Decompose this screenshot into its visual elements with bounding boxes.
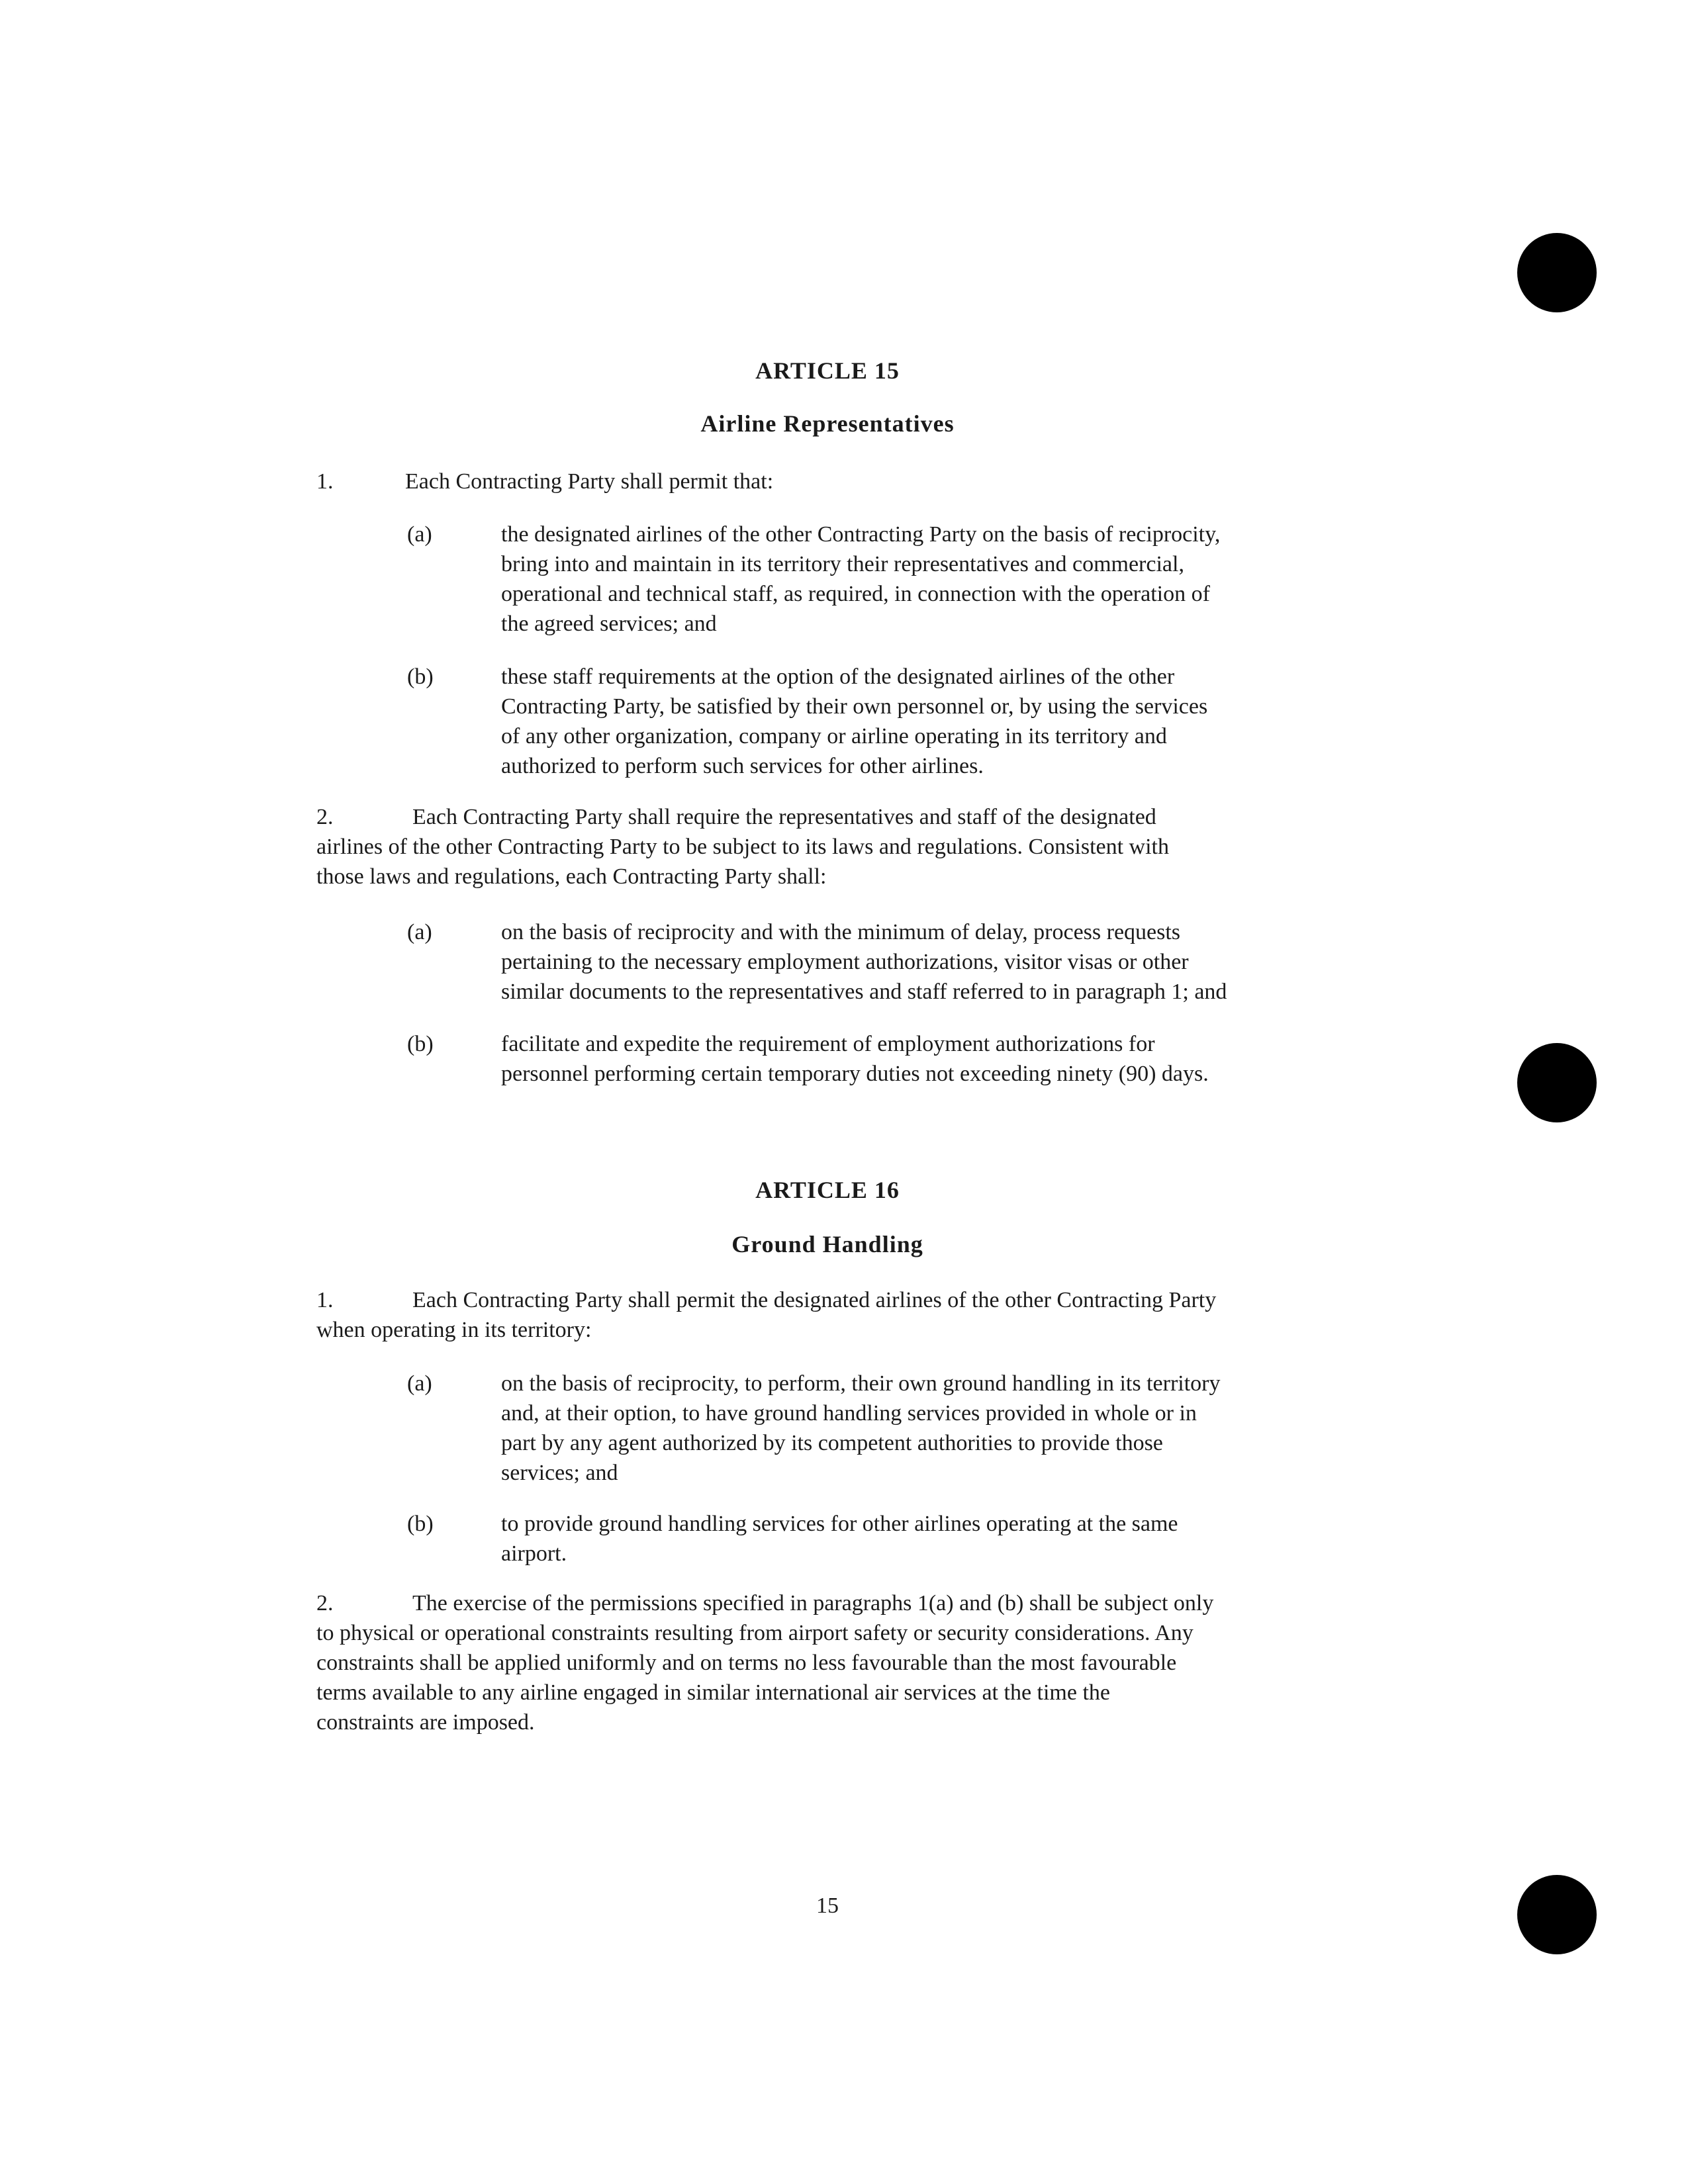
article-15-title: ARTICLE 15 [755,357,900,384]
binder-hole-middle [1517,1043,1597,1122]
article-15-para-2-number: 2. [316,805,334,829]
article-15-para-1-item-b [501,662,1207,781]
text-line: part by any agent authorized by its competent authorities to provide those [501,1431,1163,1455]
article-16-para-1-number: 1. [316,1288,334,1312]
text-line: airlines of the other Contracting Party to be subject to its laws and regulations. Consistent with [316,835,1169,859]
text-line: constraints are imposed. [316,1710,535,1735]
article-15-para-2 [316,802,1169,891]
text-line-body: Each Contracting Party shall permit the designated airlines of the other Contracting Party [412,1288,1217,1312]
text-line: Contracting Party, be satisfied by their own personnel or, by using the services [501,694,1208,719]
text-line: operational and technical staff, as required, in connection with the operation of [501,582,1210,606]
text-line: and, at their option, to have ground handling services provided in whole or in [501,1401,1197,1426]
text-line: bring into and maintain in its territory their representatives and commercial, [501,552,1184,576]
text-line-body: The exercise of the permissions specified in paragraphs 1(a) and (b) shall be subject only [412,1591,1214,1615]
article-15-para-2-item-b [501,1029,1209,1089]
article-16-para-1-item-b [501,1509,1178,1569]
text-line: when operating in its territory: [316,1318,592,1342]
article-16-para-2-number: 2. [316,1591,334,1615]
article-16-title: ARTICLE 16 [755,1177,900,1203]
text-line: to provide ground handling services for other airlines operating at the same [501,1512,1178,1536]
text-line: of any other organization, company or airline operating in its territory and [501,724,1167,749]
binder-hole-top [1517,233,1597,312]
text-line: terms available to any airline engaged in similar international air services at the time the [316,1680,1110,1705]
text-line: airport. [501,1541,567,1566]
article-15-para-2-item-b-label: (b) [407,1032,434,1056]
text-line: authorized to perform such services for other airlines. [501,754,984,778]
article-15-para-2-item-a-label: (a) [407,920,432,944]
article-15-para-1-text: Each Contracting Party shall permit that: [405,469,774,494]
text-line [316,1285,1216,1315]
article-16-para-1-item-b-label: (b) [407,1512,434,1536]
text-line: constraints shall be applied uniformly and on terms no less favourable than the most favourable [316,1651,1177,1675]
page-number: 15 [816,1893,839,1918]
text-line: the agreed services; and [501,612,717,636]
article-15-subtitle: Airline Representatives [700,410,955,437]
text-line [316,1588,1213,1618]
article-16-para-2 [316,1588,1213,1737]
article-16-para-1-item-a-label: (a) [407,1371,432,1396]
article-16-subtitle: Ground Handling [731,1231,923,1257]
text-line: facilitate and expedite the requirement of employment authorizations for [501,1032,1155,1056]
text-line: pertaining to the necessary employment authorizations, visitor visas or other [501,950,1189,974]
article-15-para-2-item-a [501,917,1227,1007]
text-line: to physical or operational constraints resulting from airport safety or security considerations. Any [316,1621,1194,1645]
article-15-para-1-number: 1. [316,469,334,494]
text-line: those laws and regulations, each Contracting Party shall: [316,864,827,889]
text-line: these staff requirements at the option of the designated airlines of the other [501,664,1175,689]
text-line [316,802,1169,832]
article-16-para-1 [316,1285,1216,1345]
text-line: personnel performing certain temporary duties not exceeding ninety (90) days. [501,1062,1209,1086]
text-line-body: Each Contracting Party shall require the representatives and staff of the designated [412,805,1156,829]
text-line: on the basis of reciprocity and with the minimum of delay, process requests [501,920,1181,944]
article-15-para-1-item-a [501,520,1220,639]
text-line: the designated airlines of the other Contracting Party on the basis of reciprocity, [501,522,1221,547]
text-line: similar documents to the representatives and staff referred to in paragraph 1; and [501,979,1227,1004]
article-15-para-1-item-a-label: (a) [407,522,432,547]
text-line: services; and [501,1461,618,1485]
article-16-para-1-item-a [501,1369,1221,1488]
article-15-para-1-item-b-label: (b) [407,664,434,689]
text-line: on the basis of reciprocity, to perform, their own ground handling in its territory [501,1371,1221,1396]
